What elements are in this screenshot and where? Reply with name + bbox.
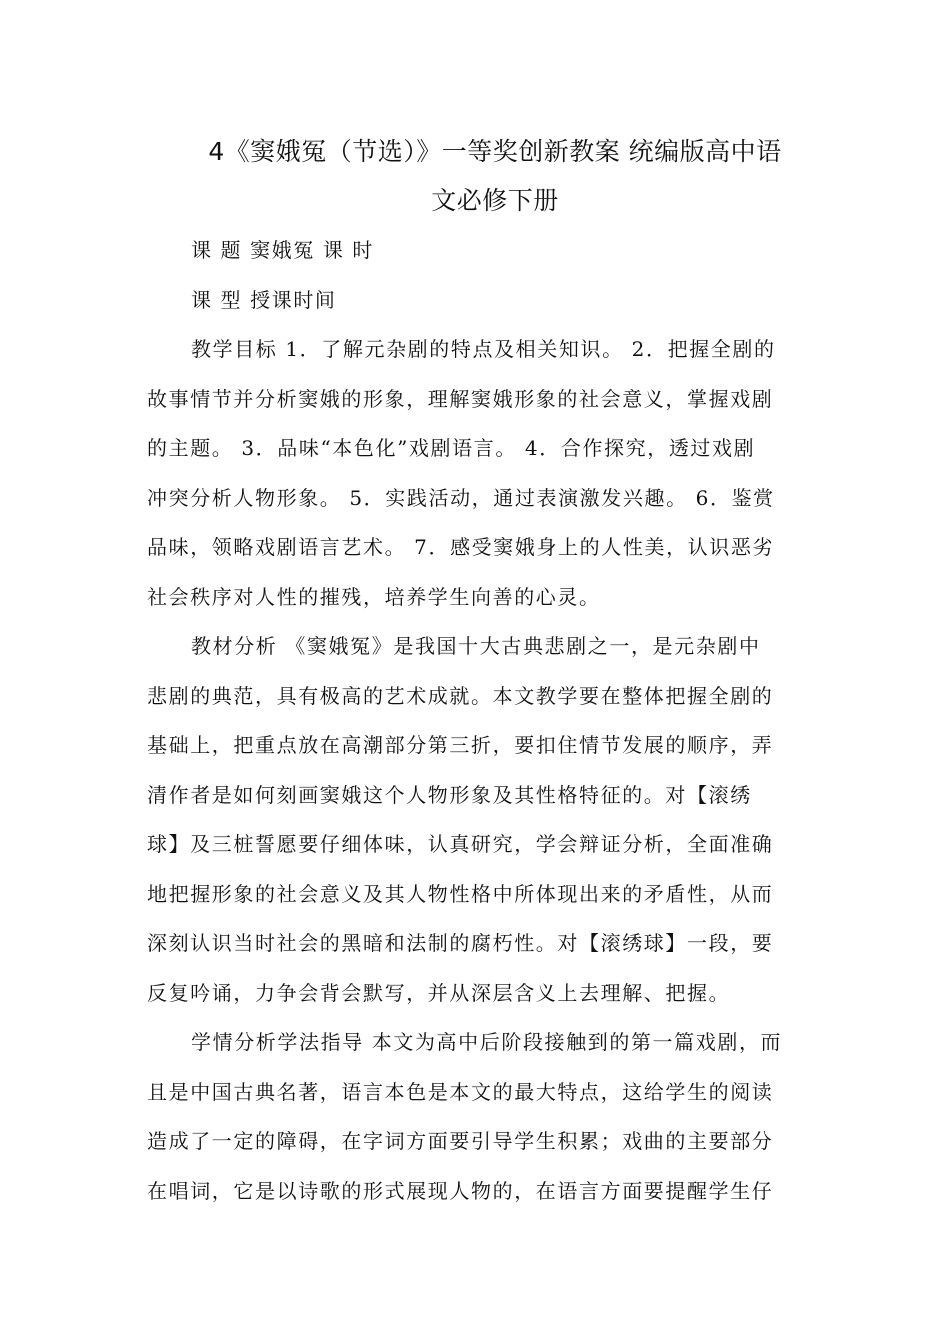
learner-analysis-line: 且是中国古典名著，语言本色是本文的最大特点，这给学生的阅读	[147, 1079, 774, 1104]
learner-analysis-line: 学情分析学法指导 本文为高中后阶段接触到的第一篇戏剧，而	[191, 1030, 783, 1054]
objectives-line: 的主题。 3．品味“本色化”戏剧语言。 4．合作探究，透过戏剧	[147, 436, 756, 460]
objectives-line: 故事情节并分析窦娥的形象，理解窦娥形象的社会意义，掌握戏剧	[147, 386, 774, 411]
document-title-line-1: 4《窦娥冤（节选）》一等奖创新教案 统编版高中语	[208, 137, 782, 166]
material-analysis-line: 反复吟诵，力争会背会默写，并从深层含义上去理解、把握。	[147, 980, 731, 1005]
lesson-topic-line: 课 题 窦娥冤 课 时	[191, 238, 375, 262]
objectives-line: 社会秩序对人性的摧残，培养学生向善的心灵。	[147, 584, 601, 609]
learner-analysis-line: 在唱词，它是以诗歌的形式展现人物的，在语言方面要提醒学生仔	[147, 1178, 774, 1203]
learner-analysis-line: 造成了一定的障碍，在字词方面要引导学生积累；戏曲的主要部分	[147, 1129, 774, 1153]
objectives-line: 品味，领略戏剧语言艺术。 7．感受窦娥身上的人性美，认识恶劣	[147, 535, 775, 559]
lesson-type-line: 课 型 授课时间	[191, 287, 337, 312]
document-title-line-2: 文必修下册	[431, 186, 559, 215]
objectives-line: 冲突分析人物形象。 5．实践活动，通过表演激发兴趣。 6．鉴赏	[147, 485, 775, 510]
material-analysis-line: 基础上，把重点放在高潮部分第三折，要扣住情节发展的顺序，弄	[147, 733, 774, 757]
material-analysis-line: 地把握形象的社会意义及其人物性格中所体现出来的矛盾性，从而	[147, 881, 774, 906]
objectives-line: 教学目标 1．了解元杂剧的特点及相关知识。 2．把握全剧的	[191, 337, 776, 361]
material-analysis-line: 球】及三桩誓愿要仔细体味，认真研究，学会辩证分析，全面准确	[147, 832, 774, 856]
material-analysis-line: 清作者是如何刻画窦娥这个人物形象及其性格特征的。对【滚绣	[147, 782, 752, 807]
document-body	[147, 226, 805, 1216]
material-analysis-line: 悲剧的典范，具有极高的艺术成就。本文教学要在整体把握全剧的	[147, 683, 774, 708]
material-analysis-line: 教材分析 《窦娥冤》是我国十大古典悲剧之一，是元杂剧中	[191, 634, 761, 658]
material-analysis-line: 深刻认识当时社会的黑暗和法制的腐朽性。对【滚绣球】一段，要	[147, 931, 774, 955]
